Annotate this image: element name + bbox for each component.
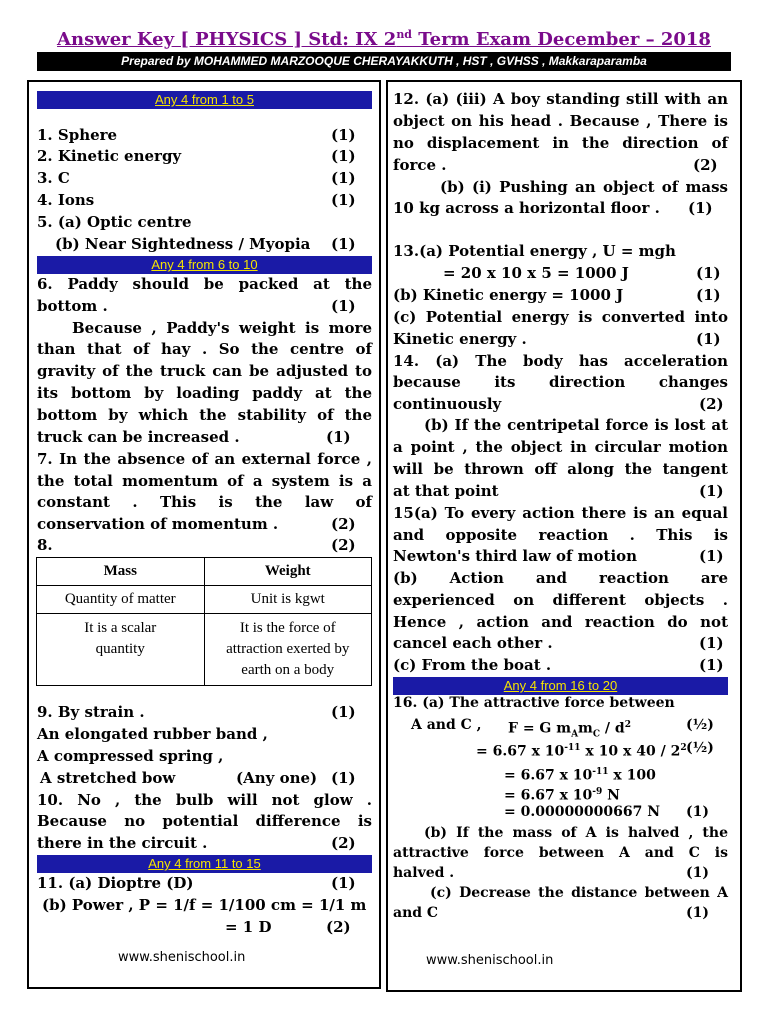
- table-header-row: [37, 558, 372, 586]
- answer-5a: 5. (a) Optic centre: [37, 213, 192, 231]
- answer-14b-line: at that point: [393, 482, 499, 500]
- answer-1: 1. Sphere: [37, 126, 118, 144]
- answer-7-line: 7. In the absence of an external force ,: [37, 450, 372, 468]
- mark-8: (2): [331, 536, 356, 554]
- answer-12-line: object on his head . Because , There is: [393, 112, 728, 130]
- section-band-16-20: Any 4 from 16 to 20: [393, 677, 728, 695]
- table-cell: It is a scalar quantity: [37, 614, 205, 686]
- answer-7-line: conservation of momentum .: [37, 515, 279, 533]
- mark-14b: (1): [699, 482, 724, 500]
- answer-16c-line: (c) Decrease the distance between A: [430, 885, 728, 901]
- website-footer-right: www.shenischool.in: [426, 953, 554, 968]
- answer-13a: 13.(a) Potential energy , U = mgh: [393, 242, 676, 260]
- mark-16c: (1): [686, 905, 709, 921]
- answer-5b: (b) Near Sightedness / Myopia: [55, 235, 311, 253]
- mark-15a: (1): [699, 547, 724, 565]
- answer-14a-line: continuously: [393, 395, 502, 413]
- answer-7-line: constant . This is the law of: [37, 493, 372, 511]
- mark-6a: (1): [331, 297, 356, 315]
- answer-9-any: (Any one): [236, 769, 318, 787]
- mark-13b: (1): [696, 286, 721, 304]
- answer-9-line: An elongated rubber band ,: [37, 725, 268, 743]
- answer-12b-line: (b) (i) Pushing an object of mass: [440, 178, 728, 196]
- answer-14b-line: a point , the object in circular motion: [393, 438, 728, 456]
- answer-15c: (c) From the boat .: [393, 656, 552, 674]
- mark-1: (1): [331, 126, 356, 144]
- answer-6-line: than that of hay . So the centre of: [37, 340, 372, 358]
- answer-12-line: 12. (a) (iii) A boy standing still with an: [393, 90, 728, 108]
- answer-10-line: there in the circuit .: [37, 834, 208, 852]
- mark-6b: (1): [326, 428, 351, 446]
- mark-16a-1: (½): [686, 717, 714, 733]
- mark-2: (1): [331, 147, 356, 165]
- answer-14a-line: 14. (a) The body has acceleration: [393, 352, 728, 370]
- answer-6-line: bottom .: [37, 297, 108, 315]
- answer-6-line: its bottom by loading paddy at the: [37, 384, 372, 402]
- mark-3: (1): [331, 169, 356, 187]
- table-row: [37, 586, 372, 614]
- formula-step-3: = 6.67 x $10^{-9}$ N: [504, 787, 620, 804]
- answer-13c-line: Kinetic energy .: [393, 330, 527, 348]
- mark-16a-2: (½): [686, 740, 714, 756]
- table-cell: Unit is kgwt: [204, 586, 372, 614]
- answer-13c-line: (c) Potential energy is converted into: [393, 308, 728, 326]
- table-cell: It is the force of attraction exerted by earth on a body: [204, 614, 372, 686]
- mark-7: (2): [331, 515, 356, 533]
- answer-16b-line: halved .: [393, 865, 455, 881]
- formula-step-2: = 6.67 x $10^{-11}$ x 100: [504, 767, 656, 784]
- answer-15b-line: cancel each other .: [393, 634, 553, 652]
- answer-15b-line: (b) Action and reaction are: [393, 569, 728, 587]
- answer-2: 2. Kinetic energy: [37, 147, 182, 165]
- mark-9a: (1): [331, 703, 356, 721]
- answer-7-line: the total momentum of a system is a: [37, 472, 372, 490]
- section-band-6-10: Any 4 from 6 to 10: [37, 256, 372, 274]
- answer-9: 9. By strain .: [37, 703, 145, 721]
- answer-6-line: truck can be increased .: [37, 428, 240, 446]
- mark-15c: (1): [699, 656, 724, 674]
- formula-step-1: = 6.67 x $10^{-11}$ x 10 x $40 / 2^2$: [476, 743, 687, 760]
- mark-10: (2): [331, 834, 356, 852]
- mark-11b: (2): [326, 918, 351, 936]
- answer-9-line: A stretched bow: [40, 769, 176, 787]
- mark-4: (1): [331, 191, 356, 209]
- mark-13a: (1): [696, 264, 721, 282]
- answer-10-line: Because no potential difference is: [37, 812, 372, 830]
- answer-14b-line: (b) If the centripetal force is lost at: [424, 416, 728, 434]
- answer-15a-line: 15(a) To every action there is an equal: [393, 504, 728, 522]
- table-header: Mass: [37, 558, 205, 586]
- mark-15b: (1): [699, 634, 724, 652]
- mass-weight-table: [36, 557, 372, 686]
- answer-15b-line: Hence , action and reaction do not: [393, 613, 728, 631]
- page-title: Answer Key [ PHYSICS ] Std: IX 2nd Term Exam December – 2018: [57, 28, 711, 50]
- mark-12a: (2): [693, 156, 718, 174]
- section-band-1-5: Any 4 from 1 to 5: [37, 91, 372, 109]
- answer-6-line: Because , Paddy's weight is more: [72, 319, 372, 337]
- mark-16b: (1): [686, 865, 709, 881]
- answer-11b: (b) Power , P = 1/f = 1/100 cm = 1/1 m: [42, 896, 367, 914]
- answer-14b-line: will be thrown off along the tangent: [393, 460, 728, 478]
- mark-13c: (1): [696, 330, 721, 348]
- formula-step-4: = 0.00000000667 N: [504, 804, 661, 820]
- answer-6-line: bottom by which the stability of the: [37, 406, 372, 424]
- mark-9b: (1): [331, 769, 356, 787]
- mark-5b: (1): [331, 235, 356, 253]
- website-footer-left: www.shenischool.in: [118, 950, 246, 965]
- prepared-by-banner: Prepared by MOHAMMED MARZOOQUE CHERAYAKKUTH , HST , GVHSS , Makkaraparamba: [37, 52, 731, 71]
- table-row: [37, 614, 372, 686]
- mark-14a: (2): [699, 395, 724, 413]
- answer-8: 8.: [37, 536, 53, 554]
- answer-15b-line: experienced on different objects .: [393, 591, 728, 609]
- answer-14a-line: because its direction changes: [393, 373, 728, 391]
- answer-12b-line: 10 kg across a horizontal floor .: [393, 199, 660, 217]
- answer-11b-result: = 1 D: [225, 918, 272, 936]
- answer-11a: 11. (a) Dioptre (D): [37, 874, 194, 892]
- answer-6-line: 6. Paddy should be packed at the: [37, 275, 372, 293]
- mark-12b: (1): [688, 199, 713, 217]
- answer-10-line: 10. No , the bulb will not glow .: [37, 791, 372, 809]
- answer-16b-line: (b) If the mass of A is halved , the: [424, 825, 728, 841]
- formula-gravitation: F = G $m_Am_C / d^2$: [508, 720, 631, 740]
- answer-6-line: gravity of the truck can be adjusted to: [37, 362, 372, 380]
- answer-12-line: force .: [393, 156, 447, 174]
- answer-16c-line: and C: [393, 905, 439, 921]
- answer-16a-line: 16. (a) The attractive force between: [393, 695, 675, 711]
- answer-16a-line: A and C ,: [411, 717, 482, 733]
- table-cell: Quantity of matter: [37, 586, 205, 614]
- answer-16b-line: attractive force between A and C is: [393, 845, 728, 861]
- table-header: Weight: [204, 558, 372, 586]
- answer-15a-line: and opposite reaction . This is: [393, 526, 728, 544]
- answer-13a-calc: = 20 x 10 x 5 = 1000 J: [443, 264, 629, 282]
- answer-3: 3. C: [37, 169, 70, 187]
- answer-13b: (b) Kinetic energy = 1000 J: [393, 286, 624, 304]
- answer-15a-line: Newton's third law of motion: [393, 547, 638, 565]
- answer-12-line: no displacement in the direction of: [393, 134, 728, 152]
- answer-4: 4. Ions: [37, 191, 95, 209]
- mark-11a: (1): [331, 874, 356, 892]
- mark-16a-3: (1): [686, 804, 709, 820]
- answer-9-line: A compressed spring ,: [37, 747, 224, 765]
- section-band-11-15: Any 4 from 11 to 15: [37, 855, 372, 873]
